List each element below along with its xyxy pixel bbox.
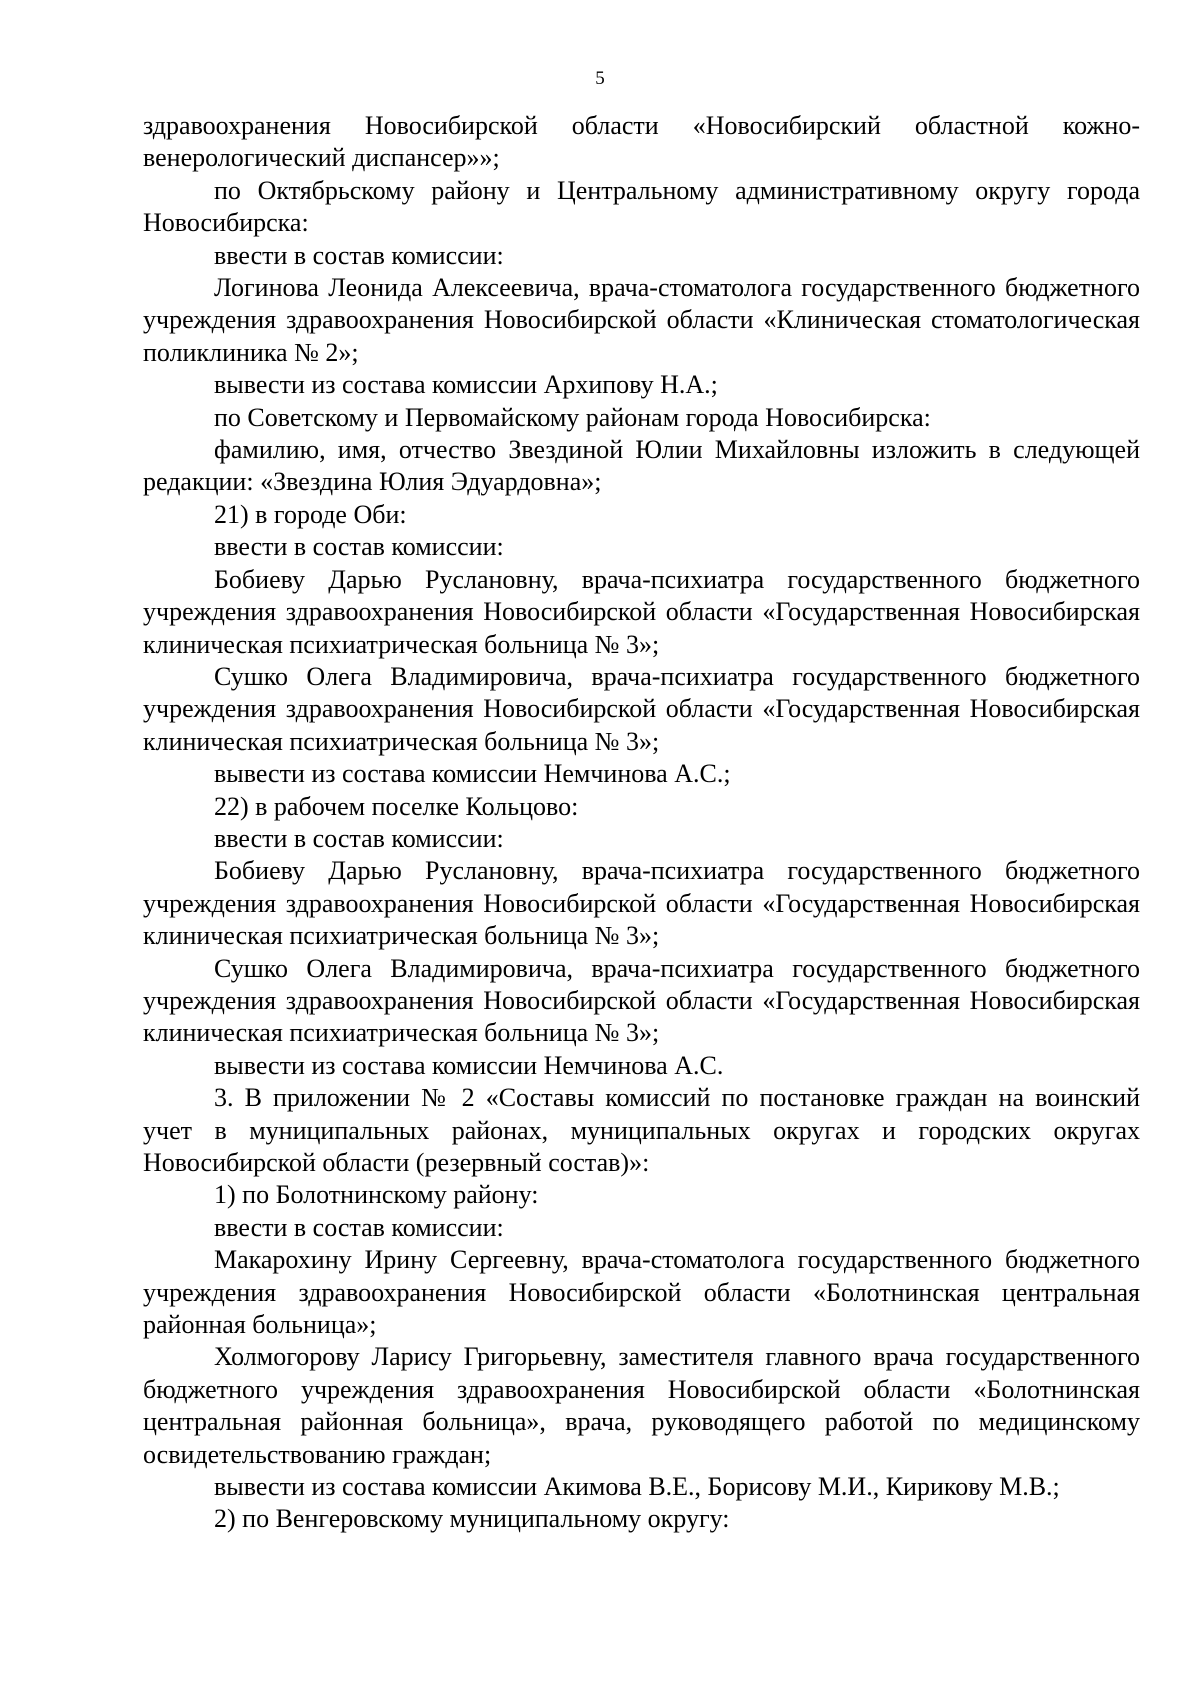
- paragraph: 22) в рабочем поселке Кольцово:: [214, 791, 579, 821]
- paragraph: Холмогорову Ларису Григорьевну, заместителя главного врача государственного бюджетного учреждения здравоохранения Новосибирской области «Болотнинская центральная районная больница», врача, руководящего работой по медицинскому освидетельствованию граждан;: [143, 1342, 1140, 1469]
- paragraph: Бобиеву Дарью Руслановну, врача-психиатра государственного бюджетного учреждения здравоохранения Новосибирской области «Государственная Новосибирская клиническая психиатрическая больница № 3»;: [143, 564, 1140, 659]
- paragraph: ввести в состав комиссии:: [214, 1212, 504, 1242]
- paragraph: Сушко Олега Владимировича, врача-психиатра государственного бюджетного учреждения здравоохранения Новосибирской области «Государственная Новосибирская клиническая психиатрическая больница № 3»;: [143, 953, 1140, 1048]
- document-body: [143, 110, 1140, 1536]
- paragraph: вывести из состава комиссии Акимова В.Е., Борисову М.И., Кирикову М.В.;: [214, 1472, 1060, 1502]
- paragraph: ввести в состав комиссии:: [214, 240, 504, 270]
- paragraph: 1) по Болотнинскому району:: [214, 1180, 539, 1210]
- page-number: 5: [595, 68, 605, 89]
- paragraph: ввести в состав комиссии:: [214, 532, 504, 562]
- paragraph: вывести из состава комиссии Немчинова А.С.: [214, 1050, 724, 1080]
- paragraph: Логинова Леонида Алексеевича, врача-стоматолога государственного бюджетного учреждения здравоохранения Новосибирской области «Клиническая стоматологическая поликлиника № 2»;: [143, 273, 1140, 367]
- paragraph: ввести в состав комиссии:: [214, 823, 504, 853]
- paragraph: 3. В приложении № 2 «Составы комиссий по постановке граждан на воинский учет в муниципальных районах, муниципальных округах и городских округах Новосибирской области (резервный состав)»:: [143, 1083, 1140, 1177]
- paragraph: Макарохину Ирину Сергеевну, врача-стоматолога государственного бюджетного учреждения здравоохранения Новосибирской области «Болотнинская центральная районная больница»;: [143, 1245, 1140, 1340]
- paragraph: Бобиеву Дарью Руслановну, врача-психиатра государственного бюджетного учреждения здравоохранения Новосибирской области «Государственная Новосибирская клиническая психиатрическая больница № 3»;: [143, 856, 1140, 951]
- paragraph: по Октябрьскому району и Центральному административному округу города Новосибирска:: [143, 175, 1140, 238]
- paragraph: здравоохранения Новосибирской области «Новосибирский областной кожно-венерологический диспансер»»;: [143, 111, 1140, 173]
- paragraph: фамилию, имя, отчество Звездиной Юлии Михайловны изложить в следующей редакции: «Звездина Юлия Эдуардовна»;: [143, 435, 1140, 497]
- paragraph: 21) в городе Оби:: [214, 499, 407, 529]
- paragraph: вывести из состава комиссии Архипову Н.А.;: [214, 370, 718, 400]
- paragraph: 2) по Венгеровскому муниципальному округу:: [214, 1504, 730, 1534]
- paragraph: Сушко Олега Владимировича, врача-психиатра государственного бюджетного учреждения здравоохранения Новосибирской области «Государственная Новосибирская клиническая психиатрическая больница № 3»;: [143, 661, 1140, 756]
- paragraph: по Советскому и Первомайскому районам города Новосибирска:: [214, 402, 931, 432]
- paragraph: вывести из состава комиссии Немчинова А.С.;: [214, 759, 731, 789]
